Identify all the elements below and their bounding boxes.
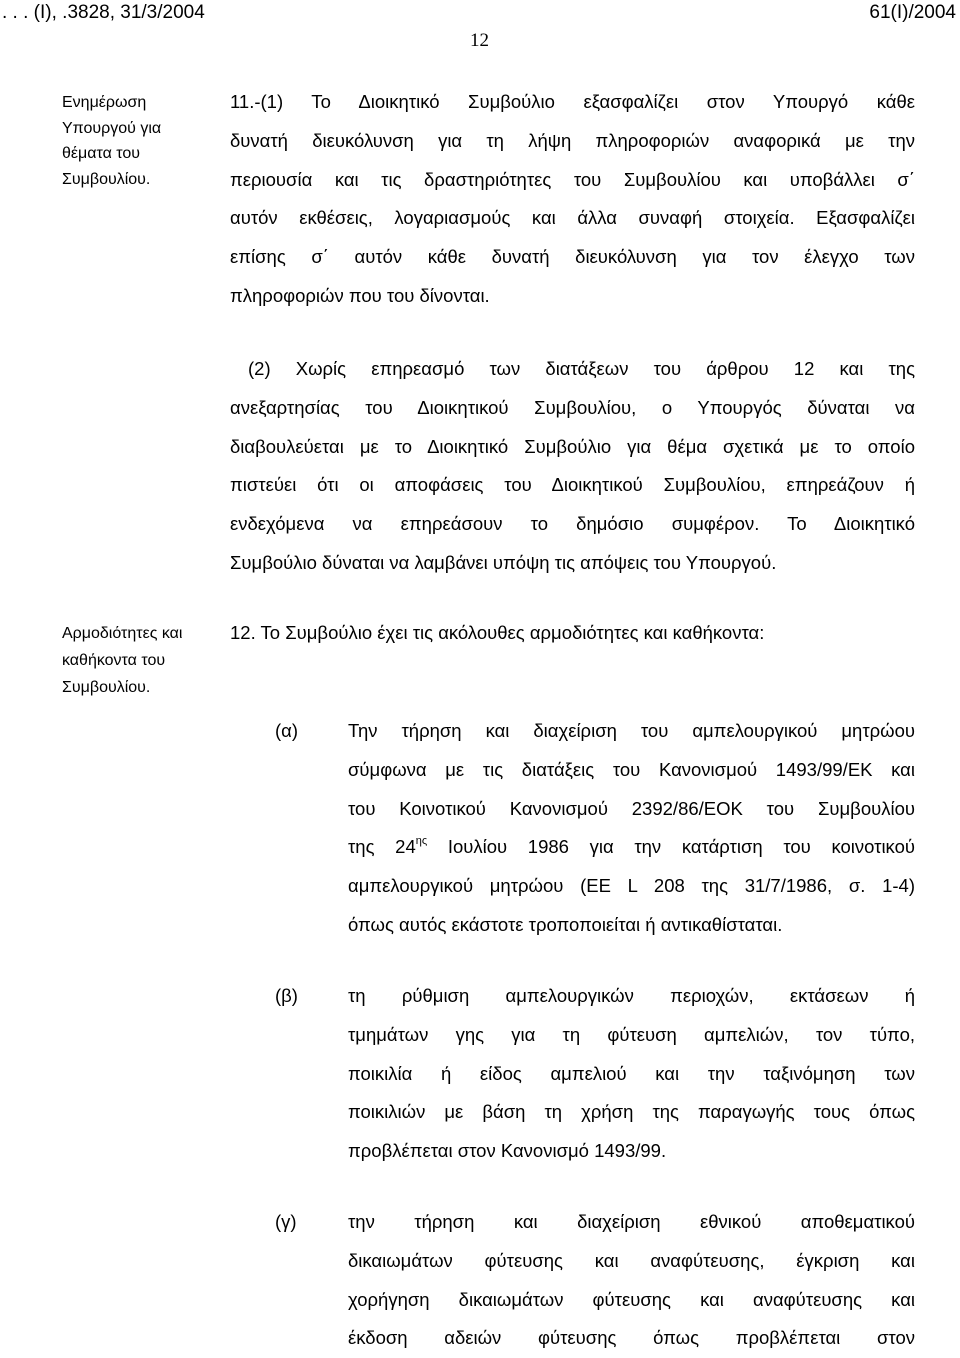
text-fragment: Ιουλίου 1986 για την κατάρτιση του κοινοτικού [427, 836, 915, 858]
margin-note-line: Συμβουλίου. [62, 170, 151, 188]
text-line: Την τήρηση και διαχείριση του αμπελουργικού μητρώου [348, 720, 915, 741]
text-line: την τήρηση και διαχείριση εθνικού αποθεματικού [348, 1211, 915, 1232]
text-line: δικαιωμάτων φύτευσης και αναφύτευσης, έγκριση και [348, 1249, 915, 1271]
text-line: Συμβούλιο δύναται να λαμβάνει υπόψη τις απόψεις του Υπουργού. [230, 551, 777, 573]
text-line: τμημάτων γης για τη φύτευση αμπελιών, τον τύπο, [348, 1023, 915, 1045]
text-line: έκδοση αδειών φύτευσης όπως προβλέπεται στον [348, 1327, 915, 1349]
text-line: διαβουλεύεται με το Διοικητικό Συμβούλιο για θέμα σχετικά με το οποίο [230, 435, 915, 457]
section-12-intro [230, 614, 915, 653]
gazette-reference: . . . (Ι), .3828, 31/3/2004 [2, 2, 205, 23]
text-line: τη ρύθμιση αμπελουργικών περιοχών, εκτάσεων ή [348, 985, 915, 1006]
margin-note-line: Υπουργού για [62, 119, 162, 137]
text-line: πληροφοριών που του δίνονται. [230, 284, 490, 306]
law-number: 61(Ι)/2004 [869, 2, 956, 23]
text-line: 12. Το Συμβούλιο έχει τις ακόλουθες αρμοδιότητες και καθήκοντα: [230, 622, 765, 643]
text-line: ποικιλία ή είδος αμπελιού και την ταξινόμηση των [348, 1062, 915, 1084]
ordinal-superscript: ης [415, 835, 428, 848]
text-line: του Κοινοτικού Κανονισμού 2392/86/ΕΟΚ του Συμβουλίου [348, 797, 915, 819]
text-line: επίσης σ΄ αυτόν κάθε δυνατή διευκόλυνση για τον έλεγχο των [230, 246, 915, 268]
margin-note-line: θέματα του [62, 145, 141, 162]
item-alpha-text [348, 712, 915, 945]
section-11-paragraph-2 [230, 350, 915, 583]
text-line: 11.-(1) Το Διοικητικό Συμβούλιο εξασφαλίζει στον Υπουργό κάθε [230, 91, 915, 112]
margin-note-line: Αρμοδιότητες και [62, 625, 183, 642]
text-line: (2) Χωρίς επηρεασμό των διατάξεων του άρθρου 12 και της [248, 358, 915, 379]
text-line: αυτόν εκθέσεις, λογαριασμούς και άλλα συναφή στοιχεία. Εξασφαλίζει [230, 207, 915, 229]
text-line: όπως αυτός εκάστοτε τροποποιείται ή αντικαθίσταται. [348, 913, 783, 935]
item-alpha-label: (α) [275, 720, 299, 741]
text-line: δυνατή διευκόλυνση για τη λήψη πληροφοριών αναφορικά με την [230, 129, 915, 151]
item-gamma-text [348, 1203, 915, 1358]
text-line: αμπελουργικού μητρώου (ΕΕ L 208 της 31/7/1986, σ. 1-4) [348, 875, 915, 897]
page-number: 12 [470, 30, 489, 51]
margin-note-powers-duties [62, 620, 212, 701]
margin-note-line: καθήκοντα του [62, 652, 166, 669]
text-fragment: της 24 [348, 836, 416, 858]
margin-note-line: Ενημέρωση [62, 94, 147, 111]
item-gamma-label: (γ) [275, 1211, 297, 1232]
text-line: περιουσία και τις δραστηριότητες του Συμβουλίου και υποβάλλει σ΄ [230, 168, 915, 190]
margin-note-line: Συμβουλίου. [62, 679, 151, 696]
text-line: χορήγηση δικαιωμάτων φύτευσης και αναφύτευσης και [348, 1288, 915, 1310]
text-line: ενδεχόμενα να επηρεάσουν το δημόσιο συμφέρον. Το Διοικητικό [230, 513, 915, 535]
section-11-paragraph-1 [230, 83, 915, 316]
text-line: ανεξαρτησίας του Διοικητικού Συμβουλίου, ο Υπουργός δύναται να [230, 396, 915, 418]
text-line: ποικιλιών με βάση τη χρήση της παραγωγής τους όπως [348, 1101, 915, 1123]
margin-note-minister-update [62, 90, 212, 192]
text-line: πιστεύει ότι οι αποφάσεις του Διοικητικού Συμβουλίου, επηρεάζουν ή [230, 474, 915, 496]
text-line: σύμφωνα με τις διατάξεις του Κανονισμού 1493/99/ΕΚ και [348, 758, 915, 780]
text-line: προβλέπεται στον Κανονισμό 1493/99. [348, 1140, 667, 1162]
item-beta-text [348, 977, 915, 1171]
text-line [348, 828, 915, 867]
item-beta-label: (β) [275, 985, 298, 1006]
